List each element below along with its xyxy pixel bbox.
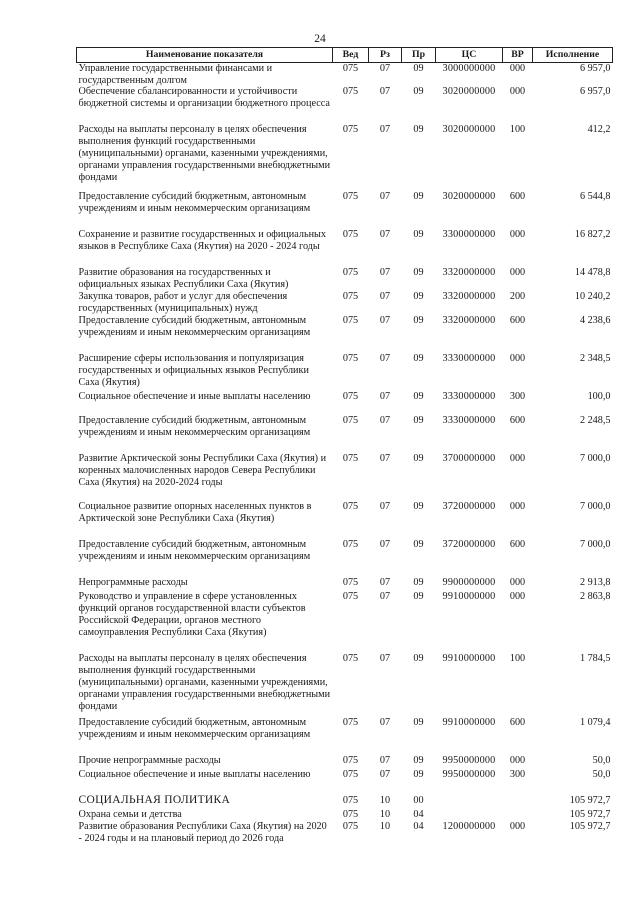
row-vr: 600 xyxy=(509,191,526,203)
row-vr: 600 xyxy=(509,415,526,427)
table-row xyxy=(77,353,613,391)
row-rz: 07 xyxy=(379,315,391,327)
table-row xyxy=(77,391,613,415)
header-execution: Исполнение xyxy=(533,48,613,63)
row-rz: 07 xyxy=(379,62,391,74)
row-rz: 10 xyxy=(379,821,391,833)
row-rz: 07 xyxy=(379,591,391,603)
row-cs: 3000000000 xyxy=(442,62,496,74)
row-pr: 09 xyxy=(413,291,424,303)
row-pr: 09 xyxy=(413,62,424,74)
row-execution: 1 784,5 xyxy=(579,653,611,665)
table-row xyxy=(77,501,613,539)
row-pr: 09 xyxy=(413,229,424,241)
row-rz: 07 xyxy=(379,769,391,781)
row-pr: 09 xyxy=(413,755,424,767)
table-row xyxy=(77,577,613,591)
row-cs: 9910000000 xyxy=(442,717,496,729)
row-execution: 105 972,7 xyxy=(569,795,611,807)
row-name: Развитие Арктической зоны Республики Саха (Якутия) и коренных малочисленных народов Севера Республики Саха (Якутия) на 2020-2024 годы xyxy=(78,453,327,488)
row-vr: 000 xyxy=(509,821,526,833)
table-row xyxy=(77,539,613,577)
table-row xyxy=(77,821,613,847)
row-ved: 075 xyxy=(342,315,359,327)
row-ved: 075 xyxy=(342,809,359,821)
table-row xyxy=(77,86,613,124)
row-cs: 3020000000 xyxy=(442,86,496,98)
budget-execution-table xyxy=(76,47,613,847)
row-pr: 09 xyxy=(413,653,424,665)
row-ved: 075 xyxy=(342,795,359,807)
row-ved: 075 xyxy=(342,539,359,551)
row-rz: 07 xyxy=(379,124,391,136)
row-rz: 07 xyxy=(379,653,391,665)
row-ved: 075 xyxy=(342,62,359,74)
row-rz: 07 xyxy=(379,86,391,98)
row-rz: 07 xyxy=(379,229,391,241)
header-indicator-name: Наименование показателя xyxy=(77,48,333,63)
table-row xyxy=(77,717,613,755)
row-name: Расширение сферы использования и популяризация государственных и официальных языков Республики Саха (Якутия) xyxy=(78,353,309,388)
row-pr: 09 xyxy=(413,769,424,781)
row-rz: 10 xyxy=(379,809,391,821)
table-row xyxy=(77,769,613,795)
row-pr: 09 xyxy=(413,191,424,203)
row-cs: 3330000000 xyxy=(442,415,496,427)
row-vr: 100 xyxy=(509,124,526,136)
table-row xyxy=(77,315,613,353)
row-cs: 3320000000 xyxy=(442,315,496,327)
row-cs: 3320000000 xyxy=(442,291,496,303)
row-vr xyxy=(503,795,533,809)
row-name: Сохранение и развитие государственных и официальных языков в Республике Саха (Якутия) на 2020 - 2024 годы xyxy=(78,229,326,253)
row-pr: 04 xyxy=(413,809,424,821)
row-execution: 2 913,8 xyxy=(579,577,611,589)
table-row xyxy=(77,755,613,769)
row-execution: 100,0 xyxy=(587,391,611,403)
row-execution: 2 348,5 xyxy=(579,353,611,365)
row-rz: 07 xyxy=(379,391,391,403)
row-name: Социальное обеспечение и иные выплаты населению xyxy=(78,769,311,781)
row-ved: 075 xyxy=(342,353,359,365)
row-execution: 4 238,6 xyxy=(579,315,611,327)
row-name: СОЦИАЛЬНАЯ ПОЛИТИКА xyxy=(78,794,231,807)
table-row xyxy=(77,809,613,821)
row-execution: 14 478,8 xyxy=(574,267,611,279)
row-execution: 7 000,0 xyxy=(579,501,611,513)
row-ved: 075 xyxy=(342,591,359,603)
table-row xyxy=(77,62,613,86)
row-ved: 075 xyxy=(342,415,359,427)
row-name: Расходы на выплаты персоналу в целях обеспечения выполнения функций государственными (муниципальными) органами, казенными учреждениями, органами управления государственными внебюджетными фондами xyxy=(78,124,331,183)
row-cs: 9950000000 xyxy=(442,769,496,781)
row-execution: 7 000,0 xyxy=(579,539,611,551)
row-execution: 10 240,2 xyxy=(574,291,611,303)
row-cs: 3330000000 xyxy=(442,353,496,365)
row-cs: 9910000000 xyxy=(442,591,496,603)
row-cs xyxy=(436,795,503,809)
row-pr: 09 xyxy=(413,415,424,427)
row-vr: 000 xyxy=(509,453,526,465)
row-rz: 07 xyxy=(379,717,391,729)
table-row xyxy=(77,291,613,315)
row-rz: 07 xyxy=(379,501,391,513)
row-name: Управление государственными финансами и государственным долгом xyxy=(78,62,273,86)
row-ved: 075 xyxy=(342,86,359,98)
row-execution: 412,2 xyxy=(587,124,611,136)
row-name: Непрограммные расходы xyxy=(78,577,188,589)
row-ved: 075 xyxy=(342,769,359,781)
row-pr: 09 xyxy=(413,267,424,279)
row-rz: 07 xyxy=(379,539,391,551)
row-pr: 09 xyxy=(413,391,424,403)
row-execution: 105 972,7 xyxy=(569,809,611,821)
row-pr: 09 xyxy=(413,591,424,603)
row-vr: 000 xyxy=(509,591,526,603)
table-row xyxy=(77,591,613,653)
table-row xyxy=(77,415,613,453)
row-cs: 1200000000 xyxy=(442,821,496,833)
row-execution: 105 972,7 xyxy=(569,821,611,833)
row-vr xyxy=(503,809,533,821)
table-row xyxy=(77,795,613,809)
row-ved: 075 xyxy=(342,391,359,403)
table-row xyxy=(77,653,613,717)
row-name: Развитие образования Республики Саха (Якутия) на 2020 - 2024 годы и на плановый период до 2026 года xyxy=(78,821,327,845)
row-vr: 000 xyxy=(509,577,526,589)
row-ved: 075 xyxy=(342,291,359,303)
header-pr: Пр xyxy=(402,48,436,63)
row-execution: 6 957,0 xyxy=(579,62,611,74)
row-pr: 09 xyxy=(413,577,424,589)
table-row xyxy=(77,191,613,229)
row-name: Предоставление субсидий бюджетным, автономным учреждениям и иным некоммерческим организациям xyxy=(78,539,311,563)
header-rz: Рз xyxy=(369,48,402,63)
header-cs: ЦС xyxy=(436,48,503,63)
row-execution: 7 000,0 xyxy=(579,453,611,465)
row-pr: 04 xyxy=(413,821,424,833)
row-ved: 075 xyxy=(342,191,359,203)
row-name: Закупка товаров, работ и услуг для обеспечения государственных (муниципальных) нужд xyxy=(78,291,288,315)
row-name: Расходы на выплаты персоналу в целях обеспечения выполнения функций государственными (муниципальными) органами, казенными учреждениями, органами управления государственными внебюджетными фондами xyxy=(78,653,331,712)
row-vr: 300 xyxy=(509,391,526,403)
row-ved: 075 xyxy=(342,501,359,513)
row-rz: 07 xyxy=(379,191,391,203)
row-cs: 3720000000 xyxy=(442,501,496,513)
row-pr: 00 xyxy=(413,795,424,807)
row-pr: 09 xyxy=(413,453,424,465)
row-pr: 09 xyxy=(413,86,424,98)
row-vr: 600 xyxy=(509,539,526,551)
row-pr: 09 xyxy=(413,315,424,327)
row-cs: 9900000000 xyxy=(442,577,496,589)
row-cs: 3700000000 xyxy=(442,453,496,465)
row-execution: 2 248,5 xyxy=(579,415,611,427)
row-rz: 10 xyxy=(379,795,391,807)
row-vr: 000 xyxy=(509,353,526,365)
row-cs: 3020000000 xyxy=(442,124,496,136)
row-name: Предоставление субсидий бюджетным, автономным учреждениям и иным некоммерческим организациям xyxy=(78,717,311,741)
row-ved: 075 xyxy=(342,453,359,465)
row-name: Социальное обеспечение и иные выплаты населению xyxy=(78,391,311,403)
row-pr: 09 xyxy=(413,501,424,513)
table-row xyxy=(77,124,613,191)
row-vr: 000 xyxy=(509,86,526,98)
row-execution: 50,0 xyxy=(592,755,611,767)
row-vr: 200 xyxy=(509,291,526,303)
row-execution: 50,0 xyxy=(592,769,611,781)
row-vr: 600 xyxy=(509,315,526,327)
row-rz: 07 xyxy=(379,353,391,365)
row-name: Предоставление субсидий бюджетным, автономным учреждениям и иным некоммерческим организациям xyxy=(78,191,311,215)
row-vr: 300 xyxy=(509,769,526,781)
row-vr: 000 xyxy=(509,755,526,767)
row-name: Охрана семьи и детства xyxy=(78,809,182,821)
table-row xyxy=(77,267,613,291)
row-vr: 000 xyxy=(509,267,526,279)
row-pr: 09 xyxy=(413,539,424,551)
row-name: Социальное развитие опорных населенных пунктов в Арктической зоне Республики Саха (Якутия) xyxy=(78,501,312,525)
row-vr: 000 xyxy=(509,229,526,241)
table-row xyxy=(77,453,613,501)
row-ved: 075 xyxy=(342,653,359,665)
row-cs: 3330000000 xyxy=(442,391,496,403)
row-execution: 16 827,2 xyxy=(574,229,611,241)
row-cs: 3720000000 xyxy=(442,539,496,551)
row-name: Обеспечение сбалансированности и устойчивости бюджетной системы и организации бюджетного процесса xyxy=(78,86,330,110)
row-cs: 3020000000 xyxy=(442,191,496,203)
row-pr: 09 xyxy=(413,124,424,136)
row-rz: 07 xyxy=(379,415,391,427)
row-rz: 07 xyxy=(379,453,391,465)
row-ved: 075 xyxy=(342,229,359,241)
row-ved: 075 xyxy=(342,717,359,729)
row-vr: 000 xyxy=(509,62,526,74)
row-cs: 9910000000 xyxy=(442,653,496,665)
row-execution: 6 957,0 xyxy=(579,86,611,98)
header-vr: ВР xyxy=(503,48,533,63)
row-pr: 09 xyxy=(413,717,424,729)
row-rz: 07 xyxy=(379,755,391,767)
row-cs xyxy=(436,809,503,821)
row-cs: 3320000000 xyxy=(442,267,496,279)
row-execution: 2 863,8 xyxy=(579,591,611,603)
row-ved: 075 xyxy=(342,124,359,136)
row-name: Прочие непрограммные расходы xyxy=(78,755,221,767)
page-number: 24 xyxy=(314,33,326,45)
row-name: Руководство и управление в сфере установленных функций органов государственной власти субъектов Российской Федерации, органов местного самоуправления Республики Саха (Якутия) xyxy=(78,591,306,638)
row-ved: 075 xyxy=(342,267,359,279)
row-vr: 000 xyxy=(509,501,526,513)
row-execution: 1 079,4 xyxy=(579,717,611,729)
row-ved: 075 xyxy=(342,577,359,589)
table-row xyxy=(77,229,613,267)
row-name: Предоставление субсидий бюджетным, автономным учреждениям и иным некоммерческим организациям xyxy=(78,415,311,439)
row-execution: 6 544,8 xyxy=(579,191,611,203)
row-cs: 3300000000 xyxy=(442,229,496,241)
row-name: Предоставление субсидий бюджетным, автономным учреждениям и иным некоммерческим организациям xyxy=(78,315,311,339)
row-rz: 07 xyxy=(379,267,391,279)
row-cs: 9950000000 xyxy=(442,755,496,767)
table-header-row xyxy=(77,48,613,63)
header-ved: Вед xyxy=(333,48,369,63)
row-vr: 100 xyxy=(509,653,526,665)
row-ved: 075 xyxy=(342,755,359,767)
row-rz: 07 xyxy=(379,577,391,589)
row-pr: 09 xyxy=(413,353,424,365)
row-rz: 07 xyxy=(379,291,391,303)
row-vr: 600 xyxy=(509,717,526,729)
row-ved: 075 xyxy=(342,821,359,833)
row-name: Развитие образования на государственных и официальных языках Республики Саха (Якутия) xyxy=(78,267,289,291)
